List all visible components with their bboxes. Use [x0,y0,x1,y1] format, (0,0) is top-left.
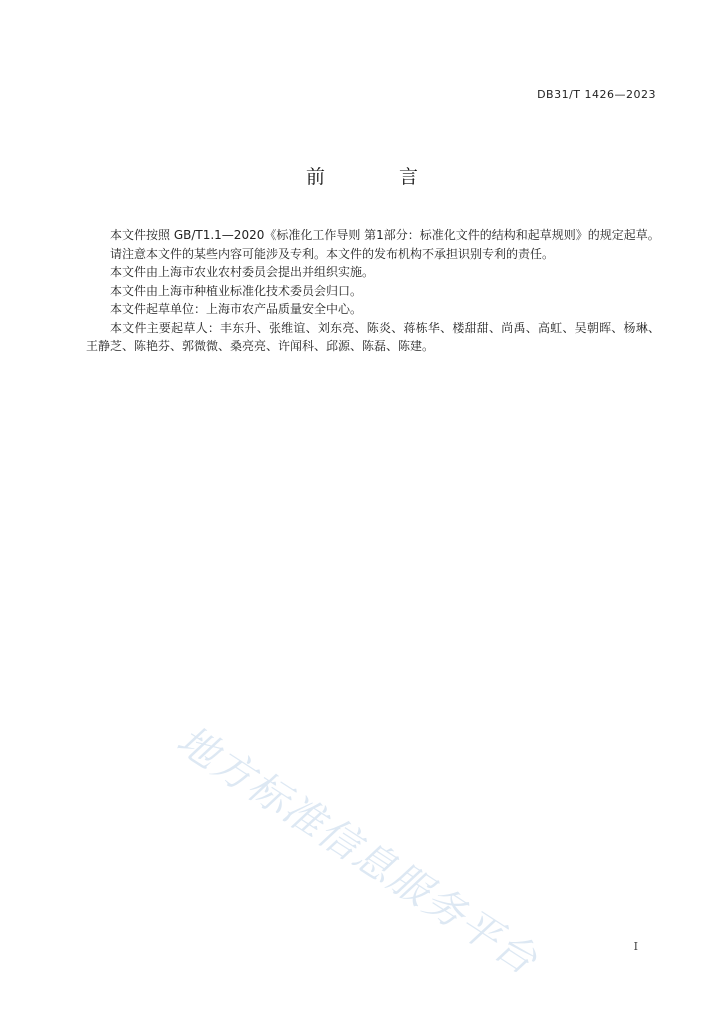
paragraph-drafters: 本文件主要起草人：丰东升、张维谊、刘东亮、陈炎、蒋栋华、楼甜甜、尚禹、高虹、吴朝晖、杨琳、王静芝、陈艳芬、郭微微、桑亮亮、许闻科、邱源、陈磊、陈建。 [86,320,660,353]
foreword-body [86,226,660,356]
paragraph-proposer: 本文件由上海市农业农村委员会提出并组织实施。 [110,265,375,279]
paragraph-drafting-unit: 本文件起草单位：上海市农产品质量安全中心。 [110,302,363,316]
paragraph-technical-committee: 本文件由上海市种植业标准化技术委员会归口。 [110,283,363,298]
watermark: 地方标准信息服务平台 [168,717,546,985]
paragraph-patent-notice: 请注意本文件的某些内容可能涉及专利。本文件的发布机构不承担识别专利的责任。 [110,246,555,261]
paragraph-drafting-rules: 本文件按照 GB/T1.1—2020《标准化工作导则 第1部分：标准化文件的结构和起草规则》的规定起草。 [110,228,660,242]
page-title: 前 言 [305,166,453,188]
page-number: I [633,940,638,953]
document-code: DB31/T 1426—2023 [537,88,656,101]
